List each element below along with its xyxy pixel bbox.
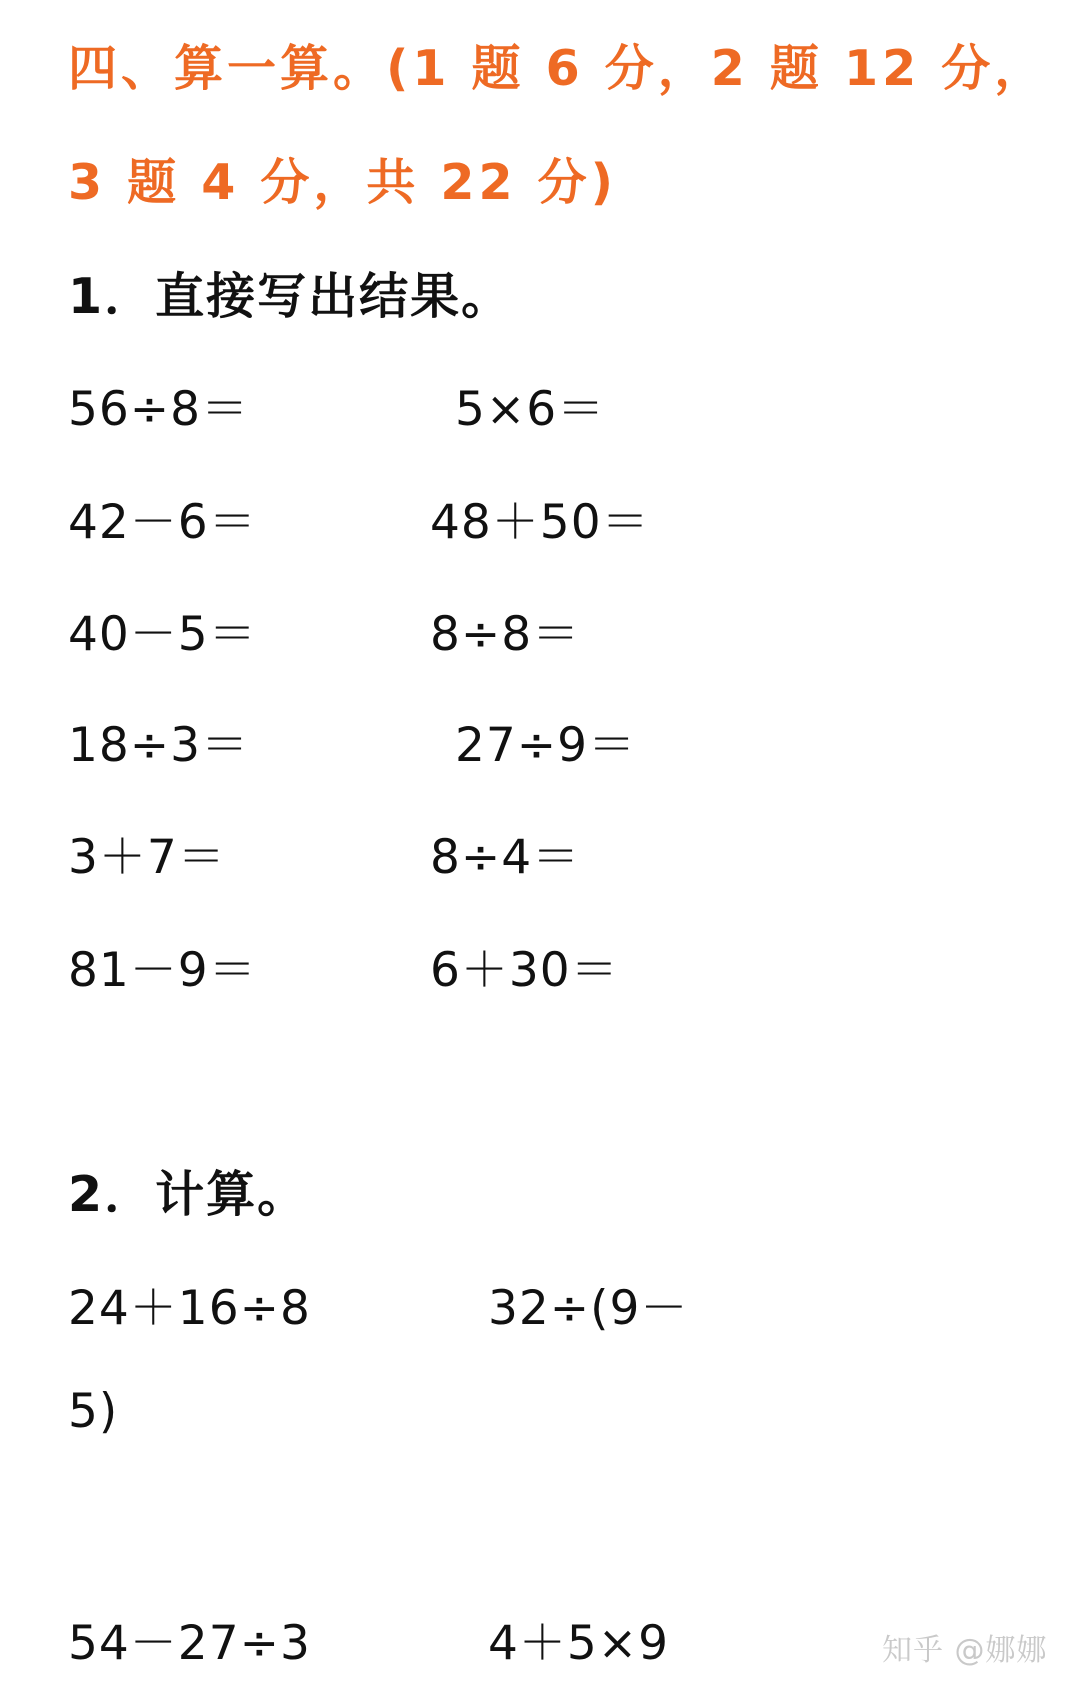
problem-2-2-continued: 5) — [68, 1384, 119, 1439]
problem-1-10: 8÷4＝ — [430, 830, 581, 885]
problem-1-8: 27÷9＝ — [455, 718, 637, 773]
problem-1-12: 6＋30＝ — [430, 943, 619, 998]
problem-2-4: 4＋5×9 — [488, 1616, 670, 1671]
problem-2-1: 24＋16÷8 — [68, 1281, 311, 1336]
problem-2-3: 54－27÷3 — [68, 1616, 311, 1671]
part-1-heading: 1．直接写出结果。 — [68, 268, 513, 325]
section-title-line-1: 四、算一算。(1 题 6 分，2 题 12 分， — [68, 40, 1048, 97]
problem-1-3: 42－6＝ — [68, 495, 257, 550]
section-title-line-2: 3 题 4 分，共 22 分) — [68, 154, 618, 211]
problem-1-9: 3＋7＝ — [68, 830, 226, 885]
problem-1-5: 40－5＝ — [68, 607, 257, 662]
problem-1-2: 5×6＝ — [455, 382, 606, 437]
problem-1-6: 8÷8＝ — [430, 607, 581, 662]
problem-2-2: 32÷(9－ — [488, 1281, 689, 1336]
zhihu-watermark: 知乎 @娜娜 — [882, 1633, 1048, 1668]
problem-1-1: 56÷8＝ — [68, 382, 250, 437]
problem-1-4: 48＋50＝ — [430, 495, 650, 550]
part-2-heading: 2．计算。 — [68, 1166, 309, 1223]
problem-1-11: 81－9＝ — [68, 943, 257, 998]
problem-1-7: 18÷3＝ — [68, 718, 250, 773]
